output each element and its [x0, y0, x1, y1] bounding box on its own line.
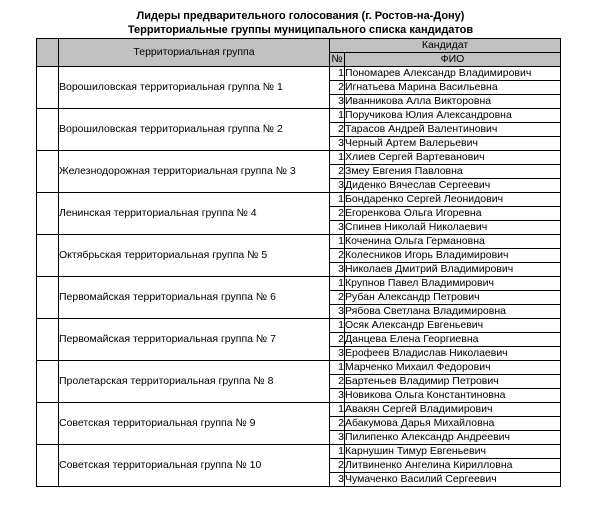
candidate-number-cell: 3 [330, 431, 345, 445]
candidate-number-cell: 3 [330, 137, 345, 151]
group-name-cell: Ворошиловская территориальная группа № 1 [59, 67, 330, 109]
candidate-number-cell: 1 [330, 277, 345, 291]
document-subtitle: Территориальные группы муниципального списка кандидатов [127, 24, 474, 36]
candidate-name-cell: Николаев Дмитрий Владимирович [345, 263, 561, 277]
candidate-name-cell: Абакумова Дарья Михайловна [345, 417, 561, 431]
candidate-name-cell: Рубан Александр Петрович [345, 291, 561, 305]
candidate-name-cell: Диденко Вячеслав Сергеевич [345, 179, 561, 193]
candidate-number-cell: 3 [330, 305, 345, 319]
candidate-number-cell: 2 [330, 417, 345, 431]
candidate-name-cell: Новикова Ольга Константиновна [345, 389, 561, 403]
header-candidate: Кандидат [330, 39, 561, 53]
candidate-number-cell: 1 [330, 109, 345, 123]
candidate-number-cell: 2 [330, 291, 345, 305]
row-blank-cell [37, 235, 59, 277]
table-row [37, 193, 561, 207]
row-blank-cell [37, 403, 59, 445]
candidate-name-cell: Колесников Игорь Владимирович [345, 249, 561, 263]
candidate-number-cell: 2 [330, 375, 345, 389]
group-name-cell: Октябрьская территориальная группа № 5 [59, 235, 330, 277]
candidate-number-cell: 1 [330, 361, 345, 375]
candidate-number-cell: 2 [330, 333, 345, 347]
candidate-name-cell: Крупнов Павел Владимирович [345, 277, 561, 291]
candidates-table [36, 38, 561, 487]
table-row [37, 277, 561, 291]
row-blank-cell [37, 319, 59, 361]
candidate-name-cell: Ерофеев Владислав Николаевич [345, 347, 561, 361]
candidate-number-cell: 2 [330, 249, 345, 263]
candidate-number-cell: 2 [330, 123, 345, 137]
candidate-number-cell: 1 [330, 403, 345, 417]
row-blank-cell [37, 361, 59, 403]
group-name-cell: Советская территориальная группа № 10 [59, 445, 330, 487]
candidate-name-cell: Егоренкова Ольга Игоревна [345, 207, 561, 221]
candidate-number-cell: 1 [330, 319, 345, 333]
row-blank-cell [37, 67, 59, 109]
table-body [37, 67, 561, 487]
row-blank-cell [37, 151, 59, 193]
candidate-name-cell: Коченина Ольга Германовна [345, 235, 561, 249]
candidate-name-cell: Поручикова Юлия Александровна [345, 109, 561, 123]
candidate-name-cell: Рябова Светлана Владимировна [345, 305, 561, 319]
candidate-name-cell: Чумаченко Василий Сергеевич [345, 473, 561, 487]
group-name-cell: Советская территориальная группа № 9 [59, 403, 330, 445]
document-title: Лидеры предварительного голосования (г. Ростов-на-Дону) [136, 10, 465, 22]
candidate-name-cell: Марченко Михаил Федорович [345, 361, 561, 375]
candidate-name-cell: Змеу Евгения Павловна [345, 165, 561, 179]
group-name-cell: Первомайская территориальная группа № 7 [59, 319, 330, 361]
candidate-name-cell: Пономарев Александр Владимирович [345, 67, 561, 81]
row-blank-cell [37, 109, 59, 151]
candidate-name-cell: Бартеньев Владимир Петрович [345, 375, 561, 389]
header-blank-cell [37, 39, 59, 67]
group-name-cell: Железнодорожная территориальная группа № 3 [59, 151, 330, 193]
candidate-number-cell: 1 [330, 235, 345, 249]
table-row [37, 109, 561, 123]
candidate-number-cell: 3 [330, 347, 345, 361]
candidate-number-cell: 3 [330, 179, 345, 193]
candidate-name-cell: Игнатьева Марина Васильевна [345, 81, 561, 95]
candidate-name-cell: Бондаренко Сергей Леонидович [345, 193, 561, 207]
candidate-name-cell: Иванникова Алла Викторовна [345, 95, 561, 109]
candidate-number-cell: 3 [330, 389, 345, 403]
candidate-number-cell: 1 [330, 193, 345, 207]
group-name-cell: Пролетарская территориальная группа № 8 [59, 361, 330, 403]
candidate-name-cell: Хлиев Сергей Вартеванович [345, 151, 561, 165]
table-row [37, 361, 561, 375]
candidate-name-cell: Карнушин Тимур Евгеньевич [345, 445, 561, 459]
candidate-name-cell: Литвиненко Ангелина Кирилловна [345, 459, 561, 473]
row-blank-cell [37, 445, 59, 487]
group-name-cell: Первомайская территориальная группа № 6 [59, 277, 330, 319]
table-row [37, 151, 561, 165]
candidate-number-cell: 2 [330, 81, 345, 95]
table-row [37, 235, 561, 249]
table-header [37, 39, 561, 67]
candidate-name-cell: Тарасов Андрей Валентинович [345, 123, 561, 137]
document-header [0, 9, 601, 37]
table-row [37, 403, 561, 417]
table-row [37, 445, 561, 459]
candidate-name-cell: Пилипенко Александр Андреевич [345, 431, 561, 445]
candidate-number-cell: 2 [330, 207, 345, 221]
header-number: № [331, 53, 343, 65]
candidate-number-cell: 3 [330, 221, 345, 235]
candidate-number-cell: 2 [330, 165, 345, 179]
candidate-name-cell: Черный Артем Валерьевич [345, 137, 561, 151]
candidate-number-cell: 1 [330, 151, 345, 165]
header-name: ФИО [345, 53, 561, 67]
header-group: Территориальная группа [59, 39, 330, 67]
candidate-name-cell: Авакян Сергей Владимирович [345, 403, 561, 417]
row-blank-cell [37, 193, 59, 235]
candidate-number-cell: 1 [330, 67, 345, 81]
group-name-cell: Ворошиловская территориальная группа № 2 [59, 109, 330, 151]
candidate-number-cell: 3 [330, 95, 345, 109]
row-blank-cell [37, 277, 59, 319]
group-name-cell: Ленинская территориальная группа № 4 [59, 193, 330, 235]
table-row [37, 319, 561, 333]
table-row [37, 67, 561, 81]
candidate-number-cell: 3 [330, 263, 345, 277]
candidate-name-cell: Осяк Александр Евгеньевич [345, 319, 561, 333]
candidate-number-cell: 2 [330, 459, 345, 473]
candidate-number-cell: 1 [330, 445, 345, 459]
candidate-number-cell: 3 [330, 473, 345, 487]
candidate-name-cell: Спинев Николай Николаевич [345, 221, 561, 235]
candidate-name-cell: Данцева Елена Георгиевна [345, 333, 561, 347]
